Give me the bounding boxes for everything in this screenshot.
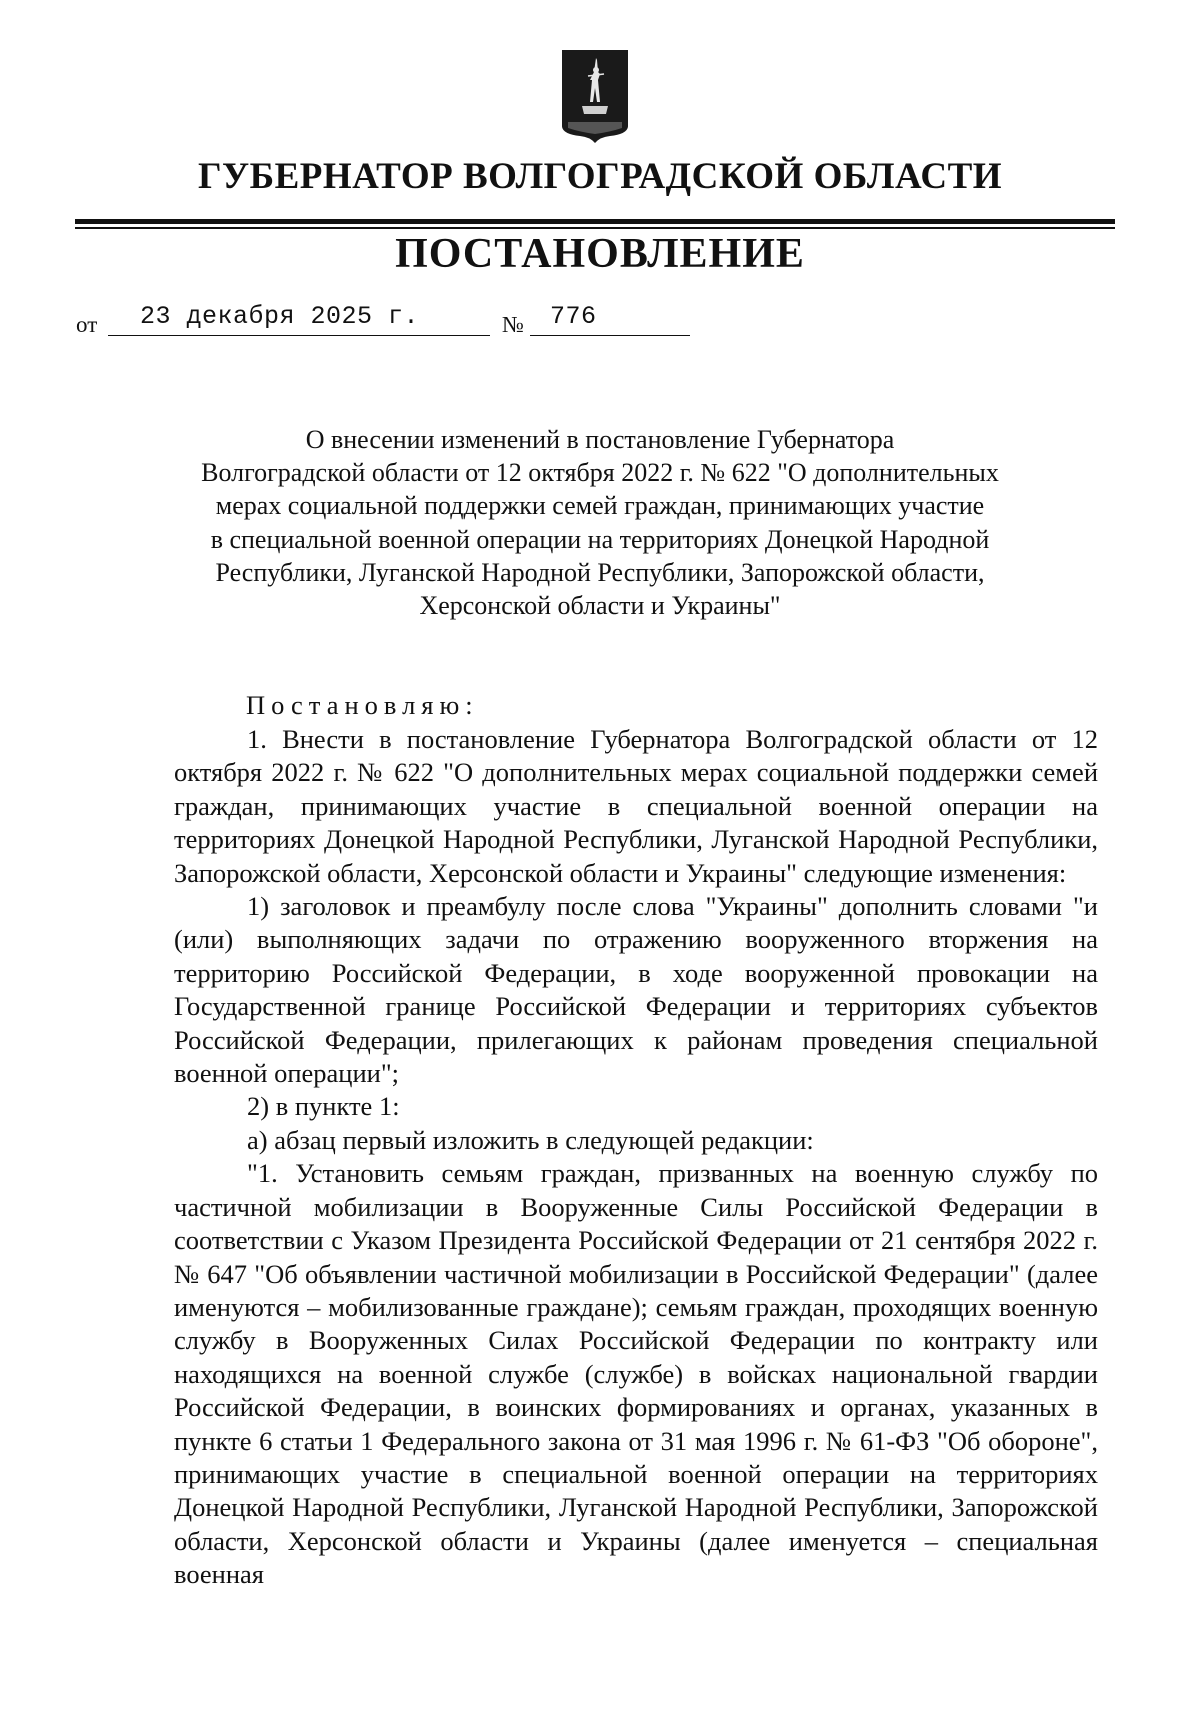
- coat-of-arms-emblem: [560, 48, 630, 144]
- date-underline: [108, 335, 490, 336]
- document-number: 776: [550, 302, 597, 331]
- document-heading: [140, 423, 1060, 622]
- header-rule-thin: [75, 227, 1115, 229]
- heading-line: мерах социальной поддержки семей граждан, принимающих участие: [215, 491, 985, 521]
- heading-line: Херсонской области и Украины": [419, 591, 781, 621]
- issuing-authority: ГУБЕРНАТОР ВОЛГОГРАДСКОЙ ОБЛАСТИ: [197, 156, 1003, 197]
- body-paragraph-5: "1. Установить семьям граждан, призванных на военную службу по частичной мобилизации в Вооруженные Силы Российской Федерации в соответствии с Указом Президента Российской Федерации от 21 сентября 2022 г. № 647 "Об объявлении частичной мобилизации в Российской Федерации" (далее именуются – мобилизованные граждане); семьям граждан, проходящих военную службу в Вооруженных Силах Российской Федерации по контракту или находящихся на военной службе (службе) в войсках национальной гвардии Российской Федерации, в воинских формированиях и органах, указанных в пункте 6 статьи 1 Федерального закона от 31 мая 1996 г. № 61-ФЗ "Об обороне", принимающих участие в специальной военной операции на территориях Донецкой Народной Республики, Луганской Народной Республики, Запорожской области, Херсонской области и Украины (далее именуется – специальная военная: [174, 1158, 1098, 1590]
- heading-line: в специальной военной операции на территориях Донецкой Народной: [210, 524, 990, 554]
- body-paragraph-3: 2) в пункте 1:: [247, 1091, 400, 1122]
- heading-line: Республики, Луганской Народной Республики, Запорожской области,: [215, 557, 985, 587]
- number-label: №: [502, 312, 524, 337]
- volgograd-coat-of-arms-icon: [560, 48, 630, 144]
- decree-word: Постановляю:: [246, 690, 479, 720]
- heading-line: О внесении изменений в постановление Губернатора: [305, 425, 895, 454]
- date-label: от: [76, 312, 98, 337]
- heading-line: Волгоградской области от 12 октября 2022 г. № 622 "О дополнительных: [201, 458, 999, 488]
- document-date: 23 декабря 2025 г.: [140, 302, 420, 331]
- header-rule-thick: [75, 219, 1115, 224]
- body-paragraph-2: 1) заголовок и преамбулу после слова "Украины" дополнить словами "и (или) выполняющих задачи по отражению вооруженного вторжения на территорию Российской Федерации, в ходе вооруженной провокации на Государственной границе Российской Федерации и территориях субъектов Российской Федерации, прилегающих к районам проведения специальной военной операции";: [174, 891, 1098, 1089]
- body-paragraph-1: 1. Внести в постановление Губернатора Волгоградской области от 12 октября 2022 г. № 622 "О дополнительных мерах социальной поддержки семей граждан, принимающих участие в специальной военной операции на территориях Донецкой Народной Республики, Луганской Народной Республики, Запорожской области, Херсонской области и Украины" следующие изменения:: [174, 724, 1098, 888]
- document-body: [174, 723, 1098, 1592]
- number-underline: [530, 335, 690, 336]
- body-paragraph-4: а) абзац первый изложить в следующей редакции:: [247, 1124, 814, 1155]
- document-type-title: ПОСТАНОВЛЕНИЕ: [395, 231, 805, 277]
